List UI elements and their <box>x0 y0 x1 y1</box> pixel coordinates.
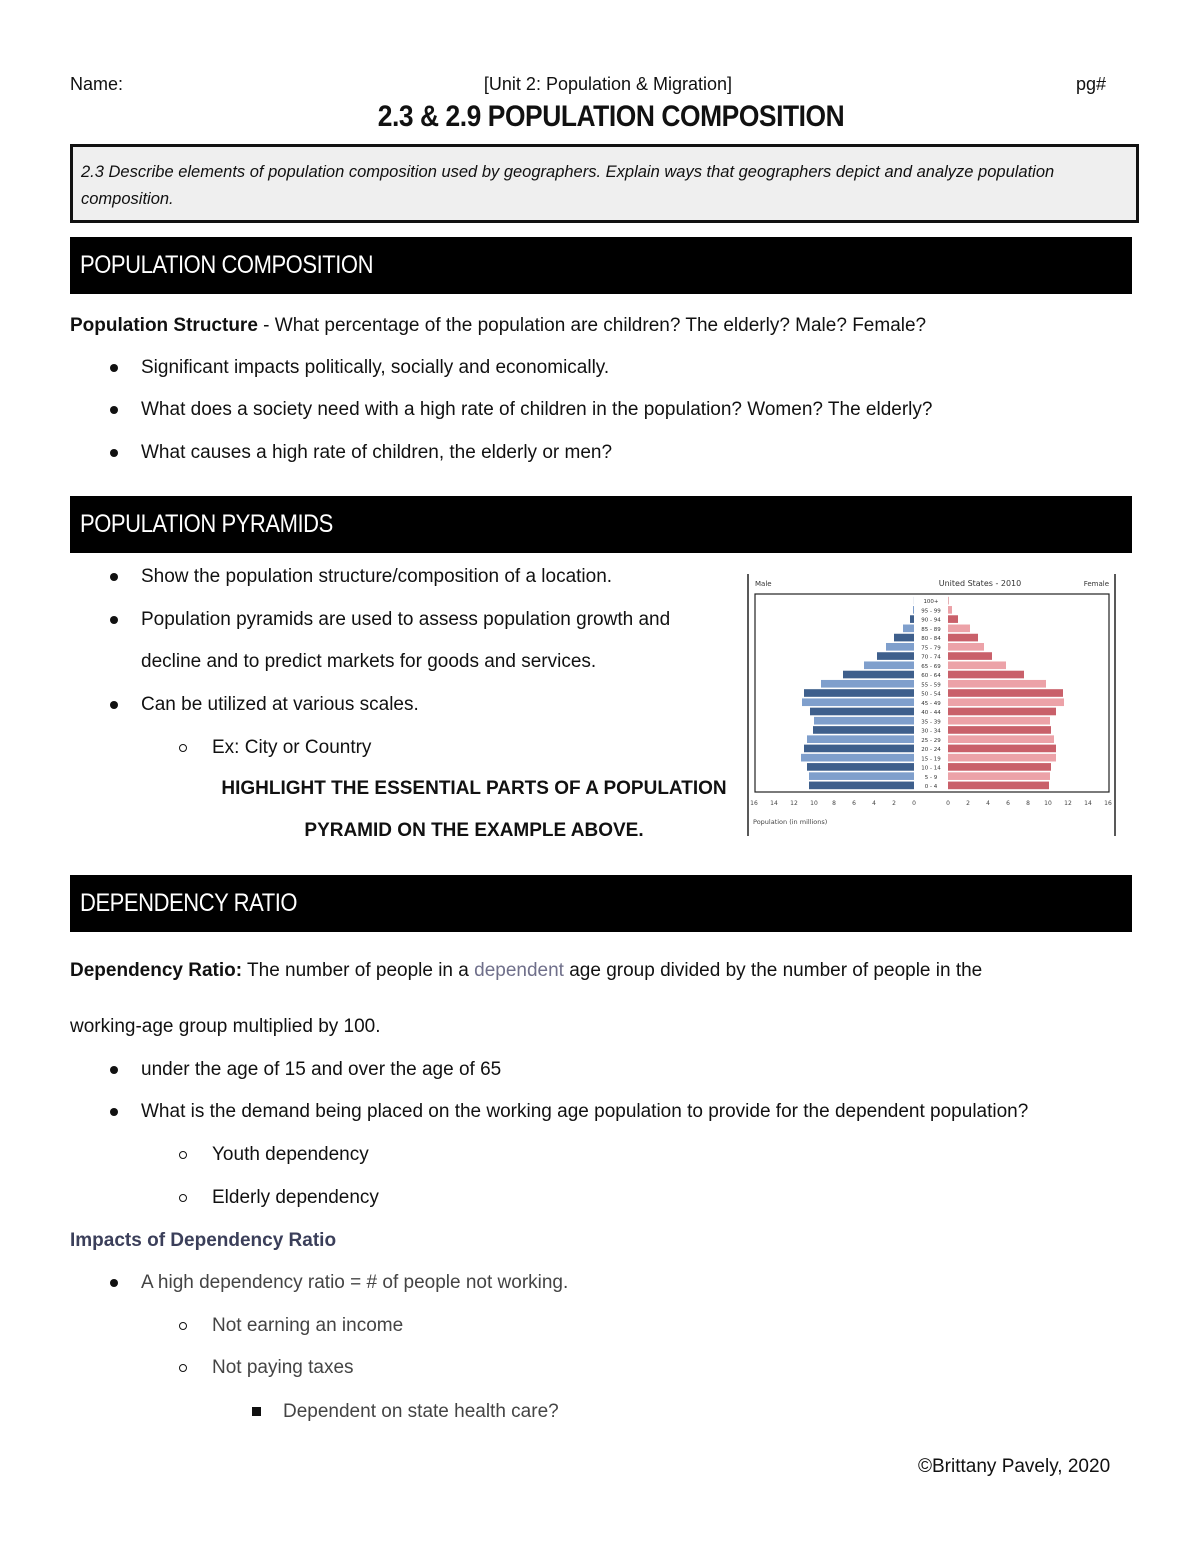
term: Population Structure <box>70 315 258 336</box>
age-group-label: 85 - 89 <box>921 626 941 633</box>
male-bar <box>810 708 914 716</box>
bullet-icon <box>110 1066 118 1074</box>
section-heading-text: POPULATION PYRAMIDS <box>80 510 333 538</box>
male-bar <box>804 689 914 697</box>
female-bar <box>948 745 1056 753</box>
x-tick-label-left: 2 <box>892 800 896 807</box>
female-bar <box>948 643 984 651</box>
bullet-icon <box>110 573 118 581</box>
x-tick-label-left: 14 <box>770 800 778 807</box>
sub-bullet-icon <box>179 1322 187 1330</box>
population-pyramid-chart <box>745 574 1118 839</box>
bullet-icon <box>110 701 118 709</box>
x-tick-label-right: 4 <box>986 800 990 807</box>
age-group-label: 25 - 29 <box>921 737 941 744</box>
definition: - What percentage of the population are children? The elderly? Male? Female? <box>257 315 927 336</box>
bullet-icon <box>110 1108 118 1116</box>
male-bar <box>802 698 914 706</box>
x-tick-label-right: 16 <box>1104 800 1112 807</box>
female-bar <box>948 708 1056 716</box>
chart-title: United States - 2010 <box>938 579 1022 588</box>
age-group-label: 40 - 44 <box>921 710 941 717</box>
female-bar <box>948 717 1050 725</box>
list-item: Population pyramids are used to assess population growth and <box>141 609 671 630</box>
section-heading-text: DEPENDENCY RATIO <box>80 889 298 917</box>
age-group-label: 15 - 19 <box>921 756 941 763</box>
female-bar <box>948 782 1049 790</box>
female-bar <box>948 680 1046 688</box>
bullet-icon <box>110 406 118 414</box>
female-bar <box>948 625 970 633</box>
unit-label: [Unit 2: Population & Migration] <box>483 74 733 94</box>
x-tick-label-left: 16 <box>750 800 758 807</box>
age-group-label: 50 - 54 <box>921 691 941 698</box>
age-group-label: 100+ <box>923 599 939 606</box>
sub-bullet-icon <box>179 1364 187 1372</box>
section-heading-population-composition <box>70 237 1132 294</box>
age-group-label: 0 - 4 <box>924 784 938 790</box>
x-tick-label-right: 14 <box>1084 800 1092 807</box>
age-group-label: 70 - 74 <box>921 654 941 661</box>
sub-bullet-icon <box>179 1151 187 1159</box>
female-bar <box>948 615 958 623</box>
document-title: 2.3 & 2.9 POPULATION COMPOSITION <box>377 100 845 133</box>
female-bar <box>948 754 1056 762</box>
bullet-icon <box>110 616 118 624</box>
x-tick-label-right: 8 <box>1026 800 1030 807</box>
sub-bullet-icon <box>179 1194 187 1202</box>
x-tick-label-left: 10 <box>810 800 818 807</box>
bullet-icon <box>110 364 118 372</box>
definition-continuation: working-age group multiplied by 100. <box>70 1016 381 1037</box>
male-bar <box>807 763 914 771</box>
sub-bullet-icon <box>179 744 187 752</box>
list-item-continuation: decline and to predict markets for goods and services. <box>141 651 597 672</box>
male-bar <box>804 745 914 753</box>
female-bar <box>948 689 1063 697</box>
male-bar <box>821 680 914 688</box>
list-item: What causes a high rate of children, the elderly or men? <box>141 442 613 463</box>
bullet-icon <box>110 1279 118 1287</box>
male-bar <box>894 634 914 642</box>
section-heading-text: POPULATION COMPOSITION <box>80 251 374 279</box>
female-bar <box>948 634 978 642</box>
x-axis-label: Population (in millions) <box>753 818 828 826</box>
definition-part-2: age group divided by the number of people in the <box>563 960 983 981</box>
male-bar <box>813 726 914 734</box>
x-tick-label-left: 12 <box>790 800 798 807</box>
female-bar <box>948 735 1054 743</box>
sub-list-item: Ex: City or Country <box>212 737 372 758</box>
male-bar <box>864 661 914 669</box>
female-bar <box>948 652 992 660</box>
male-label: Male <box>755 580 772 588</box>
list-item: Show the population structure/composition of a location. <box>141 566 613 587</box>
x-tick-label-right: 12 <box>1064 800 1072 807</box>
sub-list-item: Youth dependency <box>212 1144 369 1165</box>
sub-list-item: Elderly dependency <box>212 1187 379 1208</box>
copyright-notice: ©Brittany Pavely, 2020 <box>918 1456 1111 1477</box>
sub-list-item: Not earning an income <box>212 1315 404 1336</box>
page-number-label: pg# <box>1076 74 1107 94</box>
age-group-label: 55 - 59 <box>921 682 941 689</box>
section-heading-dependency-ratio <box>70 875 1132 932</box>
list-item: What does a society need with a high rate of children in the population? Women? The elderly? <box>141 399 933 420</box>
age-group-label: 5 - 9 <box>924 774 938 781</box>
sub-sub-list-item: Dependent on state health care? <box>283 1401 559 1422</box>
female-bar <box>948 597 949 605</box>
list-item: under the age of 15 and over the age of 65 <box>141 1059 502 1080</box>
age-group-label: 75 - 79 <box>921 645 941 652</box>
list-item: Can be utilized at various scales. <box>141 694 419 715</box>
list-item: A high dependency ratio = # of people not working. <box>141 1272 569 1293</box>
section-heading-population-pyramids <box>70 496 1132 553</box>
x-tick-label-left: 6 <box>852 800 856 807</box>
female-bar <box>948 698 1064 706</box>
bullet-icon <box>110 449 118 457</box>
female-bar <box>948 606 952 614</box>
age-group-label: 30 - 34 <box>921 728 941 735</box>
male-bar <box>903 625 914 633</box>
x-tick-label-right: 6 <box>1006 800 1010 807</box>
learning-objective-box: 2.3 Describe elements of population composition used by geographers. Explain ways that geographers depict and analyze population composition. <box>70 144 1139 223</box>
female-bar <box>948 772 1050 780</box>
x-tick-label-left: 0 <box>912 800 916 807</box>
instruction-line-1: HIGHLIGHT THE ESSENTIAL PARTS OF A POPULATION <box>221 778 727 799</box>
age-group-label: 80 - 84 <box>921 636 941 643</box>
term: Dependency Ratio: <box>70 960 243 981</box>
female-bar <box>948 661 1006 669</box>
female-bar <box>948 763 1051 771</box>
square-bullet-icon <box>252 1407 261 1416</box>
list-item: What is the demand being placed on the working age population to provide for the dependent population? <box>141 1101 1029 1122</box>
age-group-label: 95 - 99 <box>921 608 941 615</box>
male-bar <box>809 782 914 790</box>
male-bar <box>809 772 914 780</box>
x-tick-label-right: 2 <box>966 800 970 807</box>
male-bar <box>886 643 914 651</box>
age-group-label: 60 - 64 <box>921 673 941 680</box>
impacts-heading: Impacts of Dependency Ratio <box>70 1230 337 1251</box>
male-bar <box>843 671 914 679</box>
female-bar <box>948 726 1051 734</box>
age-group-label: 90 - 94 <box>921 617 941 624</box>
name-label: Name: <box>70 74 124 94</box>
x-tick-label-right: 0 <box>946 800 950 807</box>
dependency-ratio-definition <box>70 959 982 983</box>
list-item: Significant impacts politically, socially and economically. <box>141 357 610 378</box>
population-structure-definition <box>70 314 926 338</box>
female-label: Female <box>1083 580 1109 588</box>
age-group-label: 65 - 69 <box>921 663 941 670</box>
male-bar <box>913 606 914 614</box>
instruction-line-2: PYRAMID ON THE EXAMPLE ABOVE. <box>304 820 644 841</box>
age-group-label: 10 - 14 <box>921 765 941 772</box>
x-tick-label-right: 10 <box>1044 800 1052 807</box>
fill-in-word: dependent <box>474 960 564 981</box>
definition-part-1: The number of people in a <box>242 960 475 981</box>
female-bar <box>948 671 1024 679</box>
male-bar <box>814 717 914 725</box>
sub-list-item: Not paying taxes <box>212 1357 354 1378</box>
age-group-label: 20 - 24 <box>921 747 941 754</box>
male-bar <box>801 754 914 762</box>
age-group-label: 35 - 39 <box>921 719 941 726</box>
x-tick-label-left: 8 <box>832 800 836 807</box>
x-tick-label-left: 4 <box>872 800 876 807</box>
male-bar <box>910 615 914 623</box>
male-bar <box>807 735 914 743</box>
male-bar <box>877 652 914 660</box>
age-group-label: 45 - 49 <box>921 700 941 707</box>
